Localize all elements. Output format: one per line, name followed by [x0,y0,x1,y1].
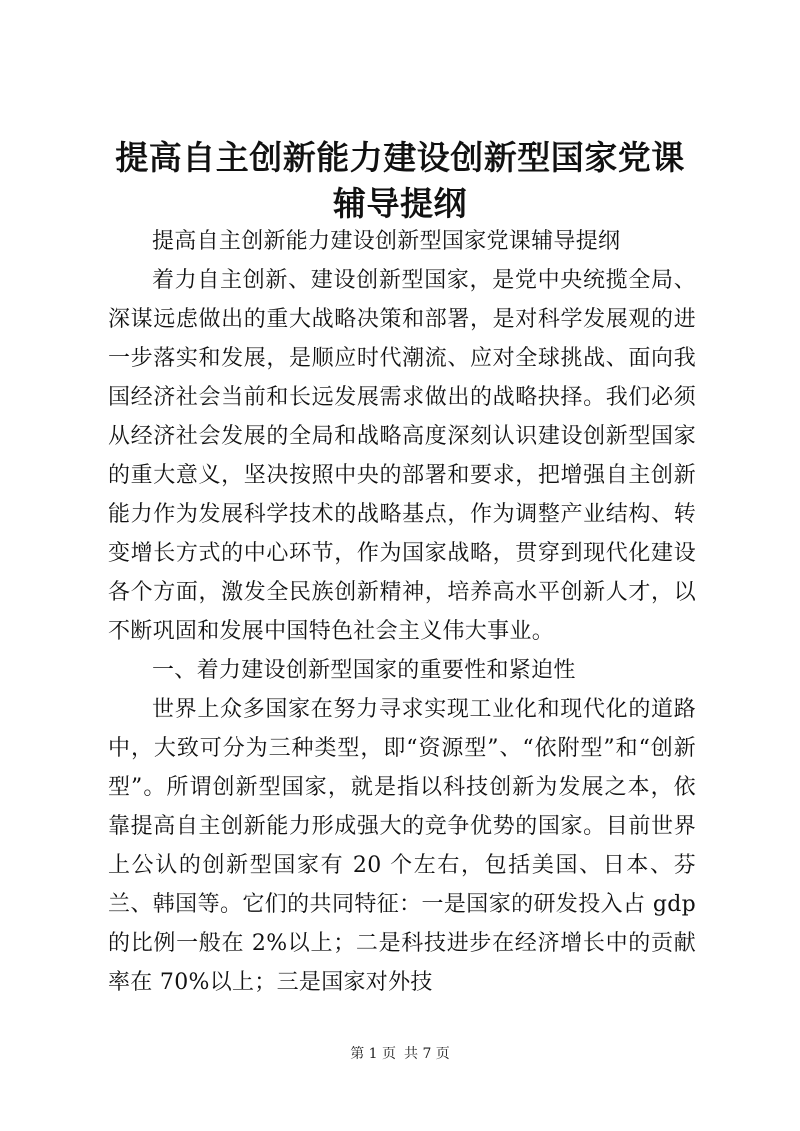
document-body [108,222,696,1002]
subtitle-paragraph: 提高自主创新能力建设创新型国家党课辅导提纲 [152,229,621,254]
section-paragraph: 世界上众多国家在努力寻求实现工业化和现代化的道路中，大致可分为三种类型，即“资源型”、“依附型”和“创新型”。所谓创新型国家，就是指以科技创新为发展之本，依靠提高自主创新能力形成强大的竞争优势的国家。目前世界上公认的创新型国家有 20 个左右，包括美国、日本、芬兰、韩国等。它们的共同特征：一是国家的研发投入占 gdp 的比例一般在 2%以上；二是科技进步在经济增长中的贡献率在 70%以上；三是国家对外技 [108,697,696,995]
page-number: 第 1 页 [350,1046,396,1062]
page-total: 共 7 页 [404,1046,450,1062]
document-title: 提高自主创新能力建设创新型国家党课辅导提纲 [115,138,685,223]
page-footer [0,1044,800,1064]
intro-paragraph: 着力自主创新、建设创新型国家，是党中央统揽全局、深谋远虑做出的重大战略决策和部署，是对科学发展观的进一步落实和发展，是顺应时代潮流、应对全球挑战、面向我国经济社会当前和长远发展需求做出的战略抉择。我们必须从经济社会发展的全局和战略高度深刻认识建设创新型国家的重大意义，坚决按照中央的部署和要求，把增强自主创新能力作为发展科学技术的战略基点，作为调整产业结构、转变增长方式的中心环节，作为国家战略，贯穿到现代化建设各个方面，激发全民族创新精神，培养高水平创新人才，以不断巩固和发展中国特色社会主义伟大事业。 [108,268,696,644]
section-heading: 一、着力建设创新型国家的重要性和紧迫性 [152,658,576,683]
